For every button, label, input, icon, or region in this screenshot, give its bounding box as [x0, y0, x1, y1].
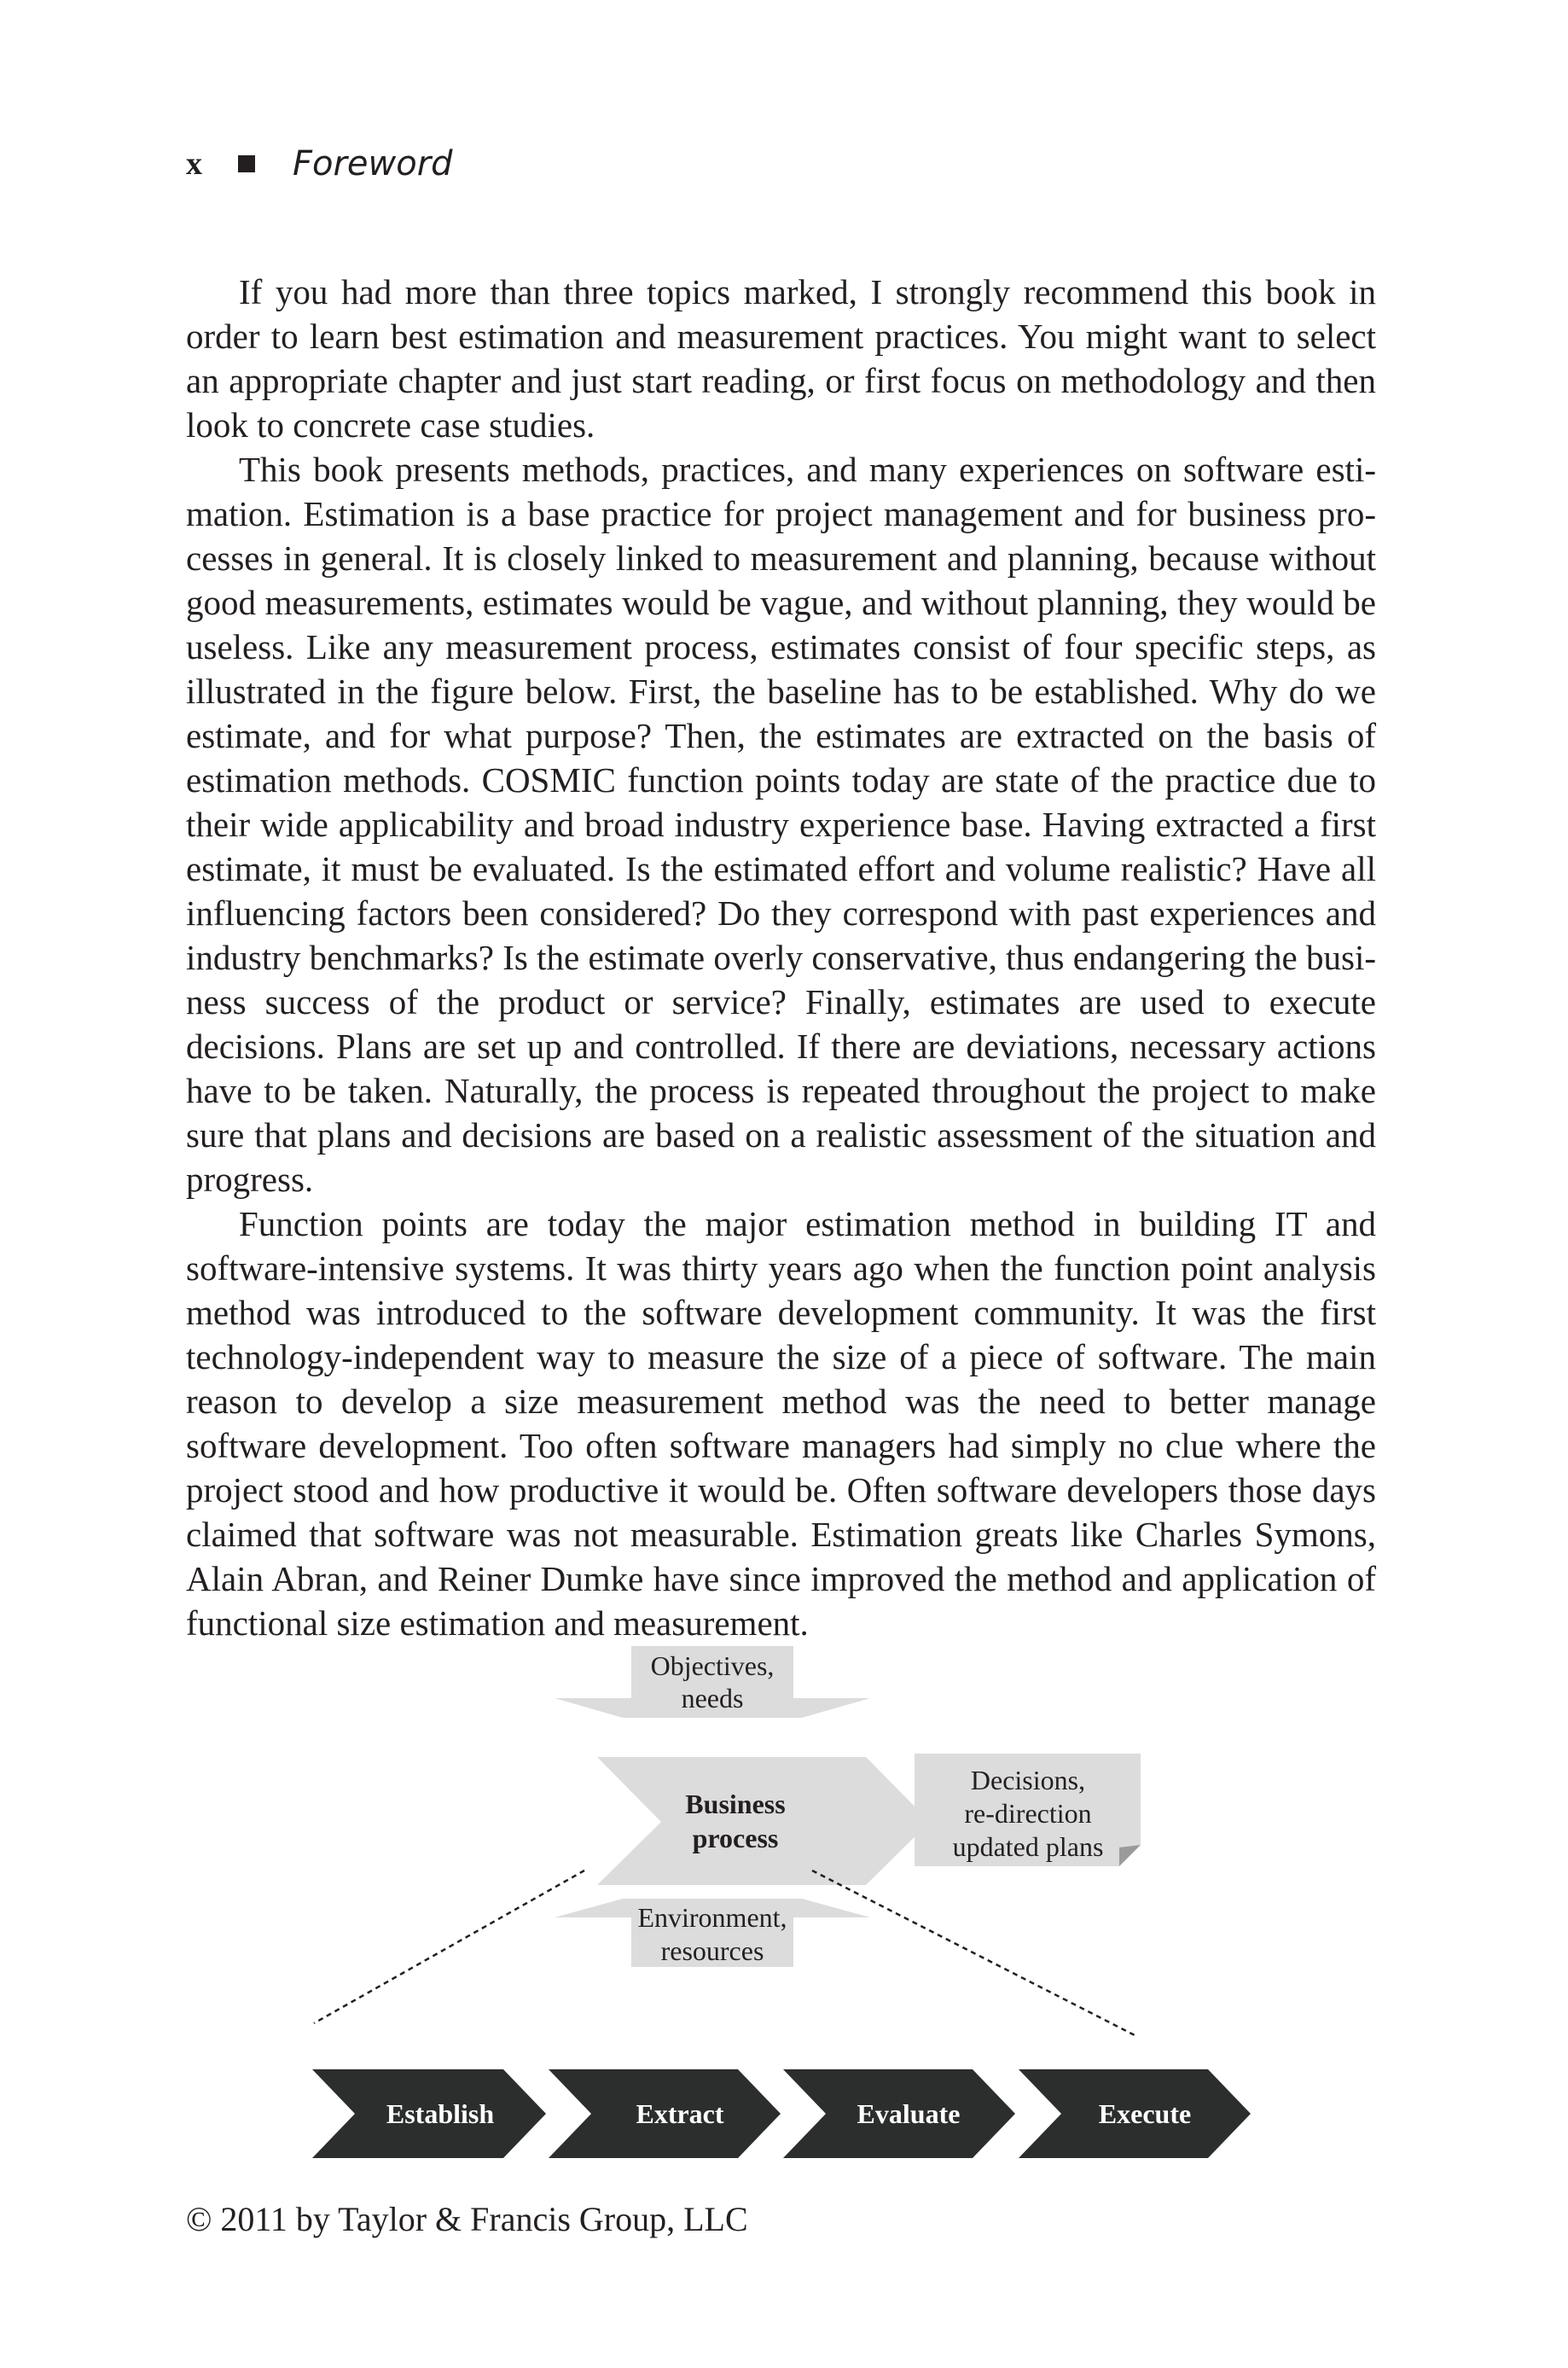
decisions-label-3: updated plans [952, 1831, 1104, 1862]
running-header [186, 138, 453, 189]
page-number: x [186, 146, 202, 182]
objectives-label-2: needs [681, 1683, 744, 1713]
business-process-chevron [597, 1757, 930, 1885]
dashed-line-right [812, 1871, 1135, 2035]
evaluate-label: Evaluate [857, 2098, 961, 2129]
paragraph: If you had more than three topics marked, I strongly recommend this book in order to learn best estimation and measurement practices. You might want to select an appropriate chapter and just start reading, or first focus on methodology and then look to concrete case studies. [186, 272, 1376, 445]
business-process-label-1: Business [685, 1789, 786, 1819]
paragraph: This book presents methods, practices, and many experiences on software estimation. Estimation is a base practice for project management and for business processes in general. It is closely linked to measurement and planning, because without good measurements, estimates would be vague, and without planning, they would be useless. Like any measurement process, estimates consist of four specific steps, as illustrated in the figure below. First, the baseline has to be established. Why do we estimate, and for what purpose? Then, the estimates are extracted on the basis of estimation methods. COSMIC function points today are state of the practice due to their wide applicability and broad industry experience base. Having extracted a first estimate, it must be evaluated. Is the estimated effort and volume realistic? Have all influencing factors been considered? Do they correspond with past experiences and industry benchmarks? Is the estimate overly conservative, thus endangering the business success of the product or service? Finally, estimates are used to execute decisions. Plans are set up and controlled. If there are deviations, necessary actions have to be taken. Naturally, the process is repeated throughout the project to make sure that plans and decisions are based on a realistic assessment of the situation and progress. [186, 450, 1376, 1199]
paragraph: Function points are today the major estimation method in building IT and software-intensive systems. It was thirty years ago when the function point analysis method was introduced to the software development community. It was the first technology-independent way to measure the size of a piece of software. The main reason to develop a size measurement method was the need to better manage software development. Too often software managers had simply no clue where the project stood and how productive it would be. Often software developers those days claimed that software was not measurable. Estimation greats like Charles Symons, Alain Abran, and Reiner Dumke have since improved the method and application of functional size estimation and measurement. [186, 1204, 1376, 1643]
decisions-label-2: re-direction [964, 1798, 1092, 1829]
header-square-bullet [238, 155, 255, 172]
environment-label-2: resources [660, 1935, 764, 1966]
execute-label: Execute [1098, 2098, 1192, 2129]
objectives-label-1: Objectives, [650, 1650, 775, 1681]
business-process-label-2: process [692, 1823, 779, 1853]
environment-label-1: Environment, [637, 1902, 787, 1933]
decisions-fold [1119, 1845, 1141, 1866]
copyright-footer: © 2011 by Taylor & Francis Group, LLC [186, 2200, 748, 2238]
extract-label: Extract [636, 2098, 724, 2129]
estimation-process-figure [307, 1643, 1263, 2189]
dashed-line-left [314, 1871, 584, 2023]
establish-label: Establish [386, 2098, 495, 2129]
decisions-label-1: Decisions, [970, 1765, 1086, 1795]
running-title: Foreword [293, 144, 453, 183]
body-text [186, 270, 1376, 1645]
figure-svg [307, 1643, 1263, 2189]
